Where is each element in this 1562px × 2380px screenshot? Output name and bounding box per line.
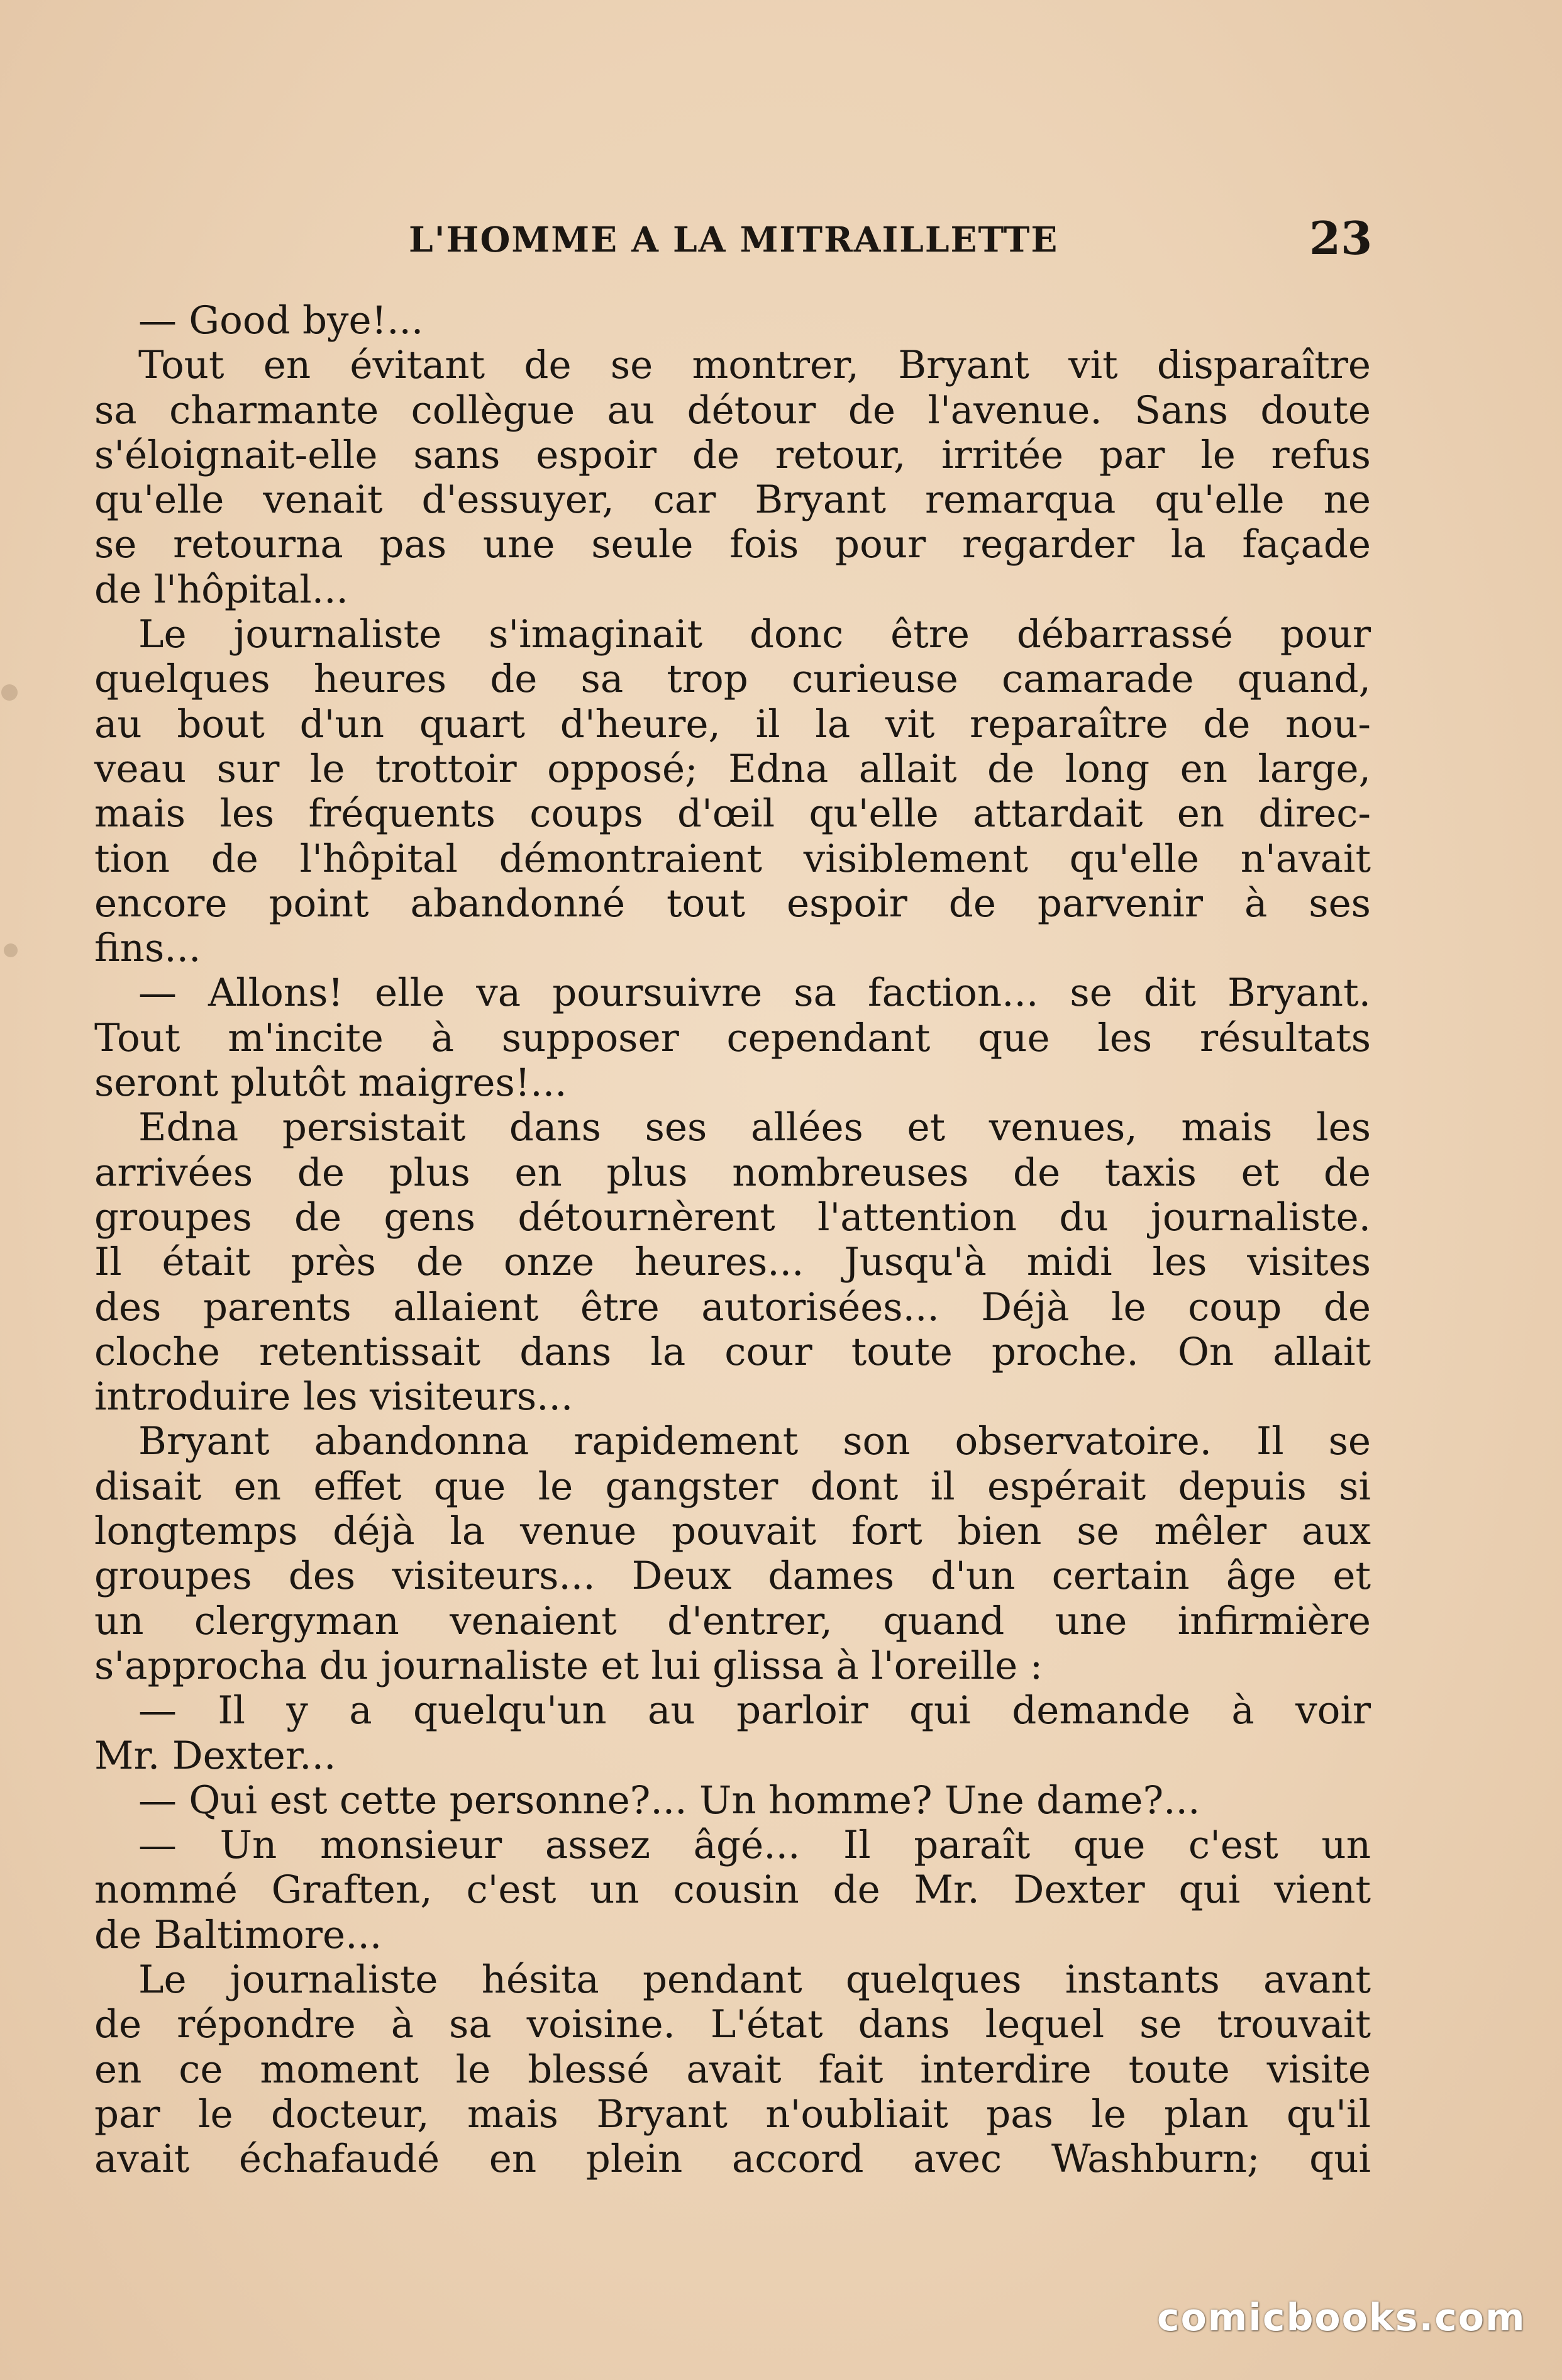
text-line: — Allons! elle va poursuivre sa faction... se dit Bryant. [138,970,1371,1016]
text-line: un clergyman venaient d'entrer, quand une infirmière [94,1598,1371,1643]
text-line: encore point abandonné tout espoir de parvenir à ses [94,881,1371,926]
text-line: Tout m'incite à supposer cependant que les résultats [94,1015,1371,1060]
text-line: — Good bye!... [138,298,424,343]
text-line: groupes des visiteurs... Deux dames d'un certain âge et [94,1554,1371,1599]
watermark: comicbooks.com [1157,2296,1526,2340]
text-line: — Qui est cette personne?... Un homme? Une dame?... [138,1777,1200,1823]
body-text [94,298,1371,2181]
text-line: sa charmante collègue au détour de l'avenue. Sans doute [94,387,1371,433]
page-stain [1,684,18,701]
text-line: Le journaliste s'imaginait donc être débarrassé pour [138,612,1371,657]
text-line: de répondre à sa voisine. L'état dans lequel se trouvait [94,2002,1371,2047]
text-line: groupes de gens détournèrent l'attention du journaliste. [94,1194,1371,1240]
text-line: en ce moment le blessé avait fait interdire toute visite [94,2047,1371,2092]
text-line: tion de l'hôpital démontraient visiblement qu'elle n'avait [94,836,1371,881]
page-stain [4,943,18,957]
text-line: avait échafaudé en plein accord avec Washburn; qui [94,2137,1371,2182]
text-line: s'éloignait-elle sans espoir de retour, irritée par le refus [94,432,1371,477]
text-line: arrivées de plus en plus nombreuses de taxis et de [94,1150,1371,1195]
text-line: introduire les visiteurs... [94,1374,573,1420]
text-line: Il était près de onze heures... Jusqu'à midi les visites [94,1240,1371,1285]
text-line: Bryant abandonna rapidement son observatoire. Il se [138,1419,1371,1464]
text-line: longtemps déjà la venue pouvait fort bien se mêler aux [94,1509,1371,1554]
text-line: de Baltimore... [94,1912,382,1957]
running-title: L'HOMME A LA MITRAILLETTE [409,219,1059,260]
text-line: cloche retentissait dans la cour toute proche. On allait [94,1329,1371,1374]
text-line: au bout d'un quart d'heure, il la vit reparaître de nou- [94,701,1371,747]
text-line: fins... [94,926,201,971]
text-line: Le journaliste hésita pendant quelques instants avant [138,1957,1371,2002]
text-line: qu'elle venait d'essuyer, car Bryant remarqua qu'elle ne [94,477,1371,523]
text-line: — Un monsieur assez âgé... Il paraît que c'est un [138,1823,1371,1868]
text-line: par le docteur, mais Bryant n'oubliait pas le plan qu'il [94,2091,1371,2137]
page-number: 23 [1309,211,1373,265]
text-line: mais les fréquents coups d'œil qu'elle attardait en direc- [94,791,1371,837]
text-line: de l'hôpital... [94,567,348,612]
text-line: seront plutôt maigres!... [94,1060,567,1106]
text-line: se retourna pas une seule fois pour regarder la façade [94,522,1371,567]
text-line: Tout en évitant de se montrer, Bryant vit disparaître [138,343,1371,388]
text-line: nommé Graften, c'est un cousin de Mr. Dexter qui vient [94,1867,1371,1913]
text-line: — Il y a quelqu'un au parloir qui demande à voir [138,1688,1371,1733]
text-line: veau sur le trottoir opposé; Edna allait de long en large, [94,746,1371,791]
text-line: s'approcha du journaliste et lui glissa à l'oreille : [94,1643,1043,1688]
text-line: Mr. Dexter... [94,1733,336,1778]
text-line: des parents allaient être autorisées... Déjà le coup de [94,1284,1371,1330]
text-line: quelques heures de sa trop curieuse camarade quand, [94,657,1371,702]
text-line: disait en effet que le gangster dont il espérait depuis si [94,1464,1371,1509]
text-line: Edna persistait dans ses allées et venues, mais les [138,1105,1371,1150]
